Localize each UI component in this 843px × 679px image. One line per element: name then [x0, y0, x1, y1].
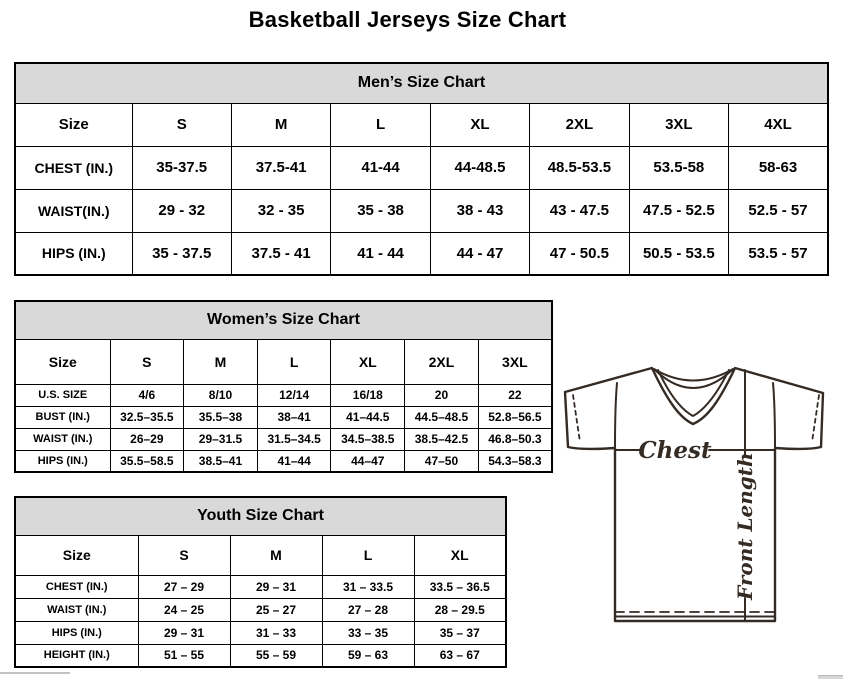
column-header: 2XL [405, 339, 479, 384]
row-label: BUST (IN.) [15, 406, 110, 428]
column-header: S [138, 535, 230, 575]
size-value: 41–44 [257, 450, 331, 472]
size-value: 33 – 35 [322, 621, 414, 644]
table-row [15, 384, 552, 406]
front-length-label: Front Length [733, 452, 757, 600]
womens-size-table-title: Women’s Size Chart [15, 301, 552, 339]
youth-size-table-title: Youth Size Chart [15, 497, 506, 535]
size-value: 33.5 – 36.5 [414, 575, 506, 598]
size-value: 29 - 32 [132, 189, 231, 232]
size-value: 43 - 47.5 [530, 189, 629, 232]
row-label: CHEST (IN.) [15, 575, 138, 598]
column-header: L [322, 535, 414, 575]
size-value: 25 – 27 [230, 598, 322, 621]
size-value: 8/10 [184, 384, 258, 406]
column-header: M [230, 535, 322, 575]
column-header: XL [414, 535, 506, 575]
column-header: M [231, 103, 330, 146]
size-value: 28 – 29.5 [414, 598, 506, 621]
mens-size-table [14, 62, 829, 276]
size-value: 44–47 [331, 450, 405, 472]
youth-size-table [14, 496, 507, 668]
size-value: 27 – 29 [138, 575, 230, 598]
table-row [15, 232, 828, 275]
size-value: 37.5-41 [231, 146, 330, 189]
size-value: 38.5–42.5 [405, 428, 479, 450]
column-header: XL [331, 339, 405, 384]
size-value: 20 [405, 384, 479, 406]
chest-label: Chest [638, 437, 712, 464]
table-row [15, 450, 552, 472]
table-row [15, 428, 552, 450]
size-value: 54.3–58.3 [478, 450, 552, 472]
column-header: XL [430, 103, 529, 146]
jersey-measurement-diagram [556, 360, 843, 626]
size-value: 32 - 35 [231, 189, 330, 232]
size-value: 31.5–34.5 [257, 428, 331, 450]
size-value: 24 – 25 [138, 598, 230, 621]
table-row [15, 644, 506, 667]
size-value: 48.5-53.5 [530, 146, 629, 189]
table-row [15, 598, 506, 621]
column-header: 3XL [478, 339, 552, 384]
column-header: Size [15, 339, 110, 384]
row-label: HIPS (IN.) [15, 232, 132, 275]
size-value: 29 – 31 [230, 575, 322, 598]
size-value: 4/6 [110, 384, 184, 406]
size-value: 35.5–58.5 [110, 450, 184, 472]
size-value: 47 - 50.5 [530, 232, 629, 275]
row-label: WAIST(IN.) [15, 189, 132, 232]
size-value: 59 – 63 [322, 644, 414, 667]
size-value: 38 - 43 [430, 189, 529, 232]
column-header: Size [15, 103, 132, 146]
size-value: 47–50 [405, 450, 479, 472]
row-label: HEIGHT (IN.) [15, 644, 138, 667]
table-row [15, 146, 828, 189]
size-value: 16/18 [331, 384, 405, 406]
womens-size-table [14, 300, 553, 473]
scrollbar-thumb-fragment[interactable] [818, 675, 843, 679]
size-value: 44.5–48.5 [405, 406, 479, 428]
size-value: 63 – 67 [414, 644, 506, 667]
column-header: Size [15, 535, 138, 575]
size-value: 31 – 33.5 [322, 575, 414, 598]
size-value: 35 - 37.5 [132, 232, 231, 275]
size-value: 58-63 [729, 146, 828, 189]
row-label: CHEST (IN.) [15, 146, 132, 189]
column-header: 4XL [729, 103, 828, 146]
column-header: L [257, 339, 331, 384]
table-row [15, 575, 506, 598]
size-value: 22 [478, 384, 552, 406]
mens-size-table-title: Men’s Size Chart [15, 63, 828, 103]
size-value: 34.5–38.5 [331, 428, 405, 450]
size-value: 32.5–35.5 [110, 406, 184, 428]
size-value: 41-44 [331, 146, 430, 189]
size-value: 26–29 [110, 428, 184, 450]
size-value: 35 – 37 [414, 621, 506, 644]
column-header: S [110, 339, 184, 384]
table-row [15, 189, 828, 232]
column-header: 3XL [629, 103, 728, 146]
size-value: 35 - 38 [331, 189, 430, 232]
row-label: HIPS (IN.) [15, 450, 110, 472]
size-value: 38–41 [257, 406, 331, 428]
size-value: 29 – 31 [138, 621, 230, 644]
row-label: HIPS (IN.) [15, 621, 138, 644]
size-value: 44 - 47 [430, 232, 529, 275]
size-value: 12/14 [257, 384, 331, 406]
column-header: S [132, 103, 231, 146]
size-value: 41 - 44 [331, 232, 430, 275]
size-value: 41–44.5 [331, 406, 405, 428]
jersey-outline-shape [565, 368, 823, 621]
size-value: 35-37.5 [132, 146, 231, 189]
size-value: 50.5 - 53.5 [629, 232, 728, 275]
size-value: 44-48.5 [430, 146, 529, 189]
column-header: L [331, 103, 430, 146]
row-label: WAIST (IN.) [15, 598, 138, 621]
size-value: 53.5 - 57 [729, 232, 828, 275]
size-value: 55 – 59 [230, 644, 322, 667]
size-value: 29–31.5 [184, 428, 258, 450]
size-value: 35.5–38 [184, 406, 258, 428]
size-value: 52.8–56.5 [478, 406, 552, 428]
size-value: 37.5 - 41 [231, 232, 330, 275]
column-header: 2XL [530, 103, 629, 146]
size-value: 27 – 28 [322, 598, 414, 621]
table-row [15, 621, 506, 644]
table-row [15, 406, 552, 428]
size-value: 31 – 33 [230, 621, 322, 644]
size-value: 47.5 - 52.5 [629, 189, 728, 232]
size-value: 38.5–41 [184, 450, 258, 472]
size-value: 53.5-58 [629, 146, 728, 189]
page-title: Basketball Jerseys Size Chart [248, 7, 567, 32]
row-label: WAIST (IN.) [15, 428, 110, 450]
size-value: 51 – 55 [138, 644, 230, 667]
column-header: M [184, 339, 258, 384]
size-value: 52.5 - 57 [729, 189, 828, 232]
size-value: 46.8–50.3 [478, 428, 552, 450]
scrollbar-fragment-left [0, 672, 70, 674]
row-label: U.S. SIZE [15, 384, 110, 406]
